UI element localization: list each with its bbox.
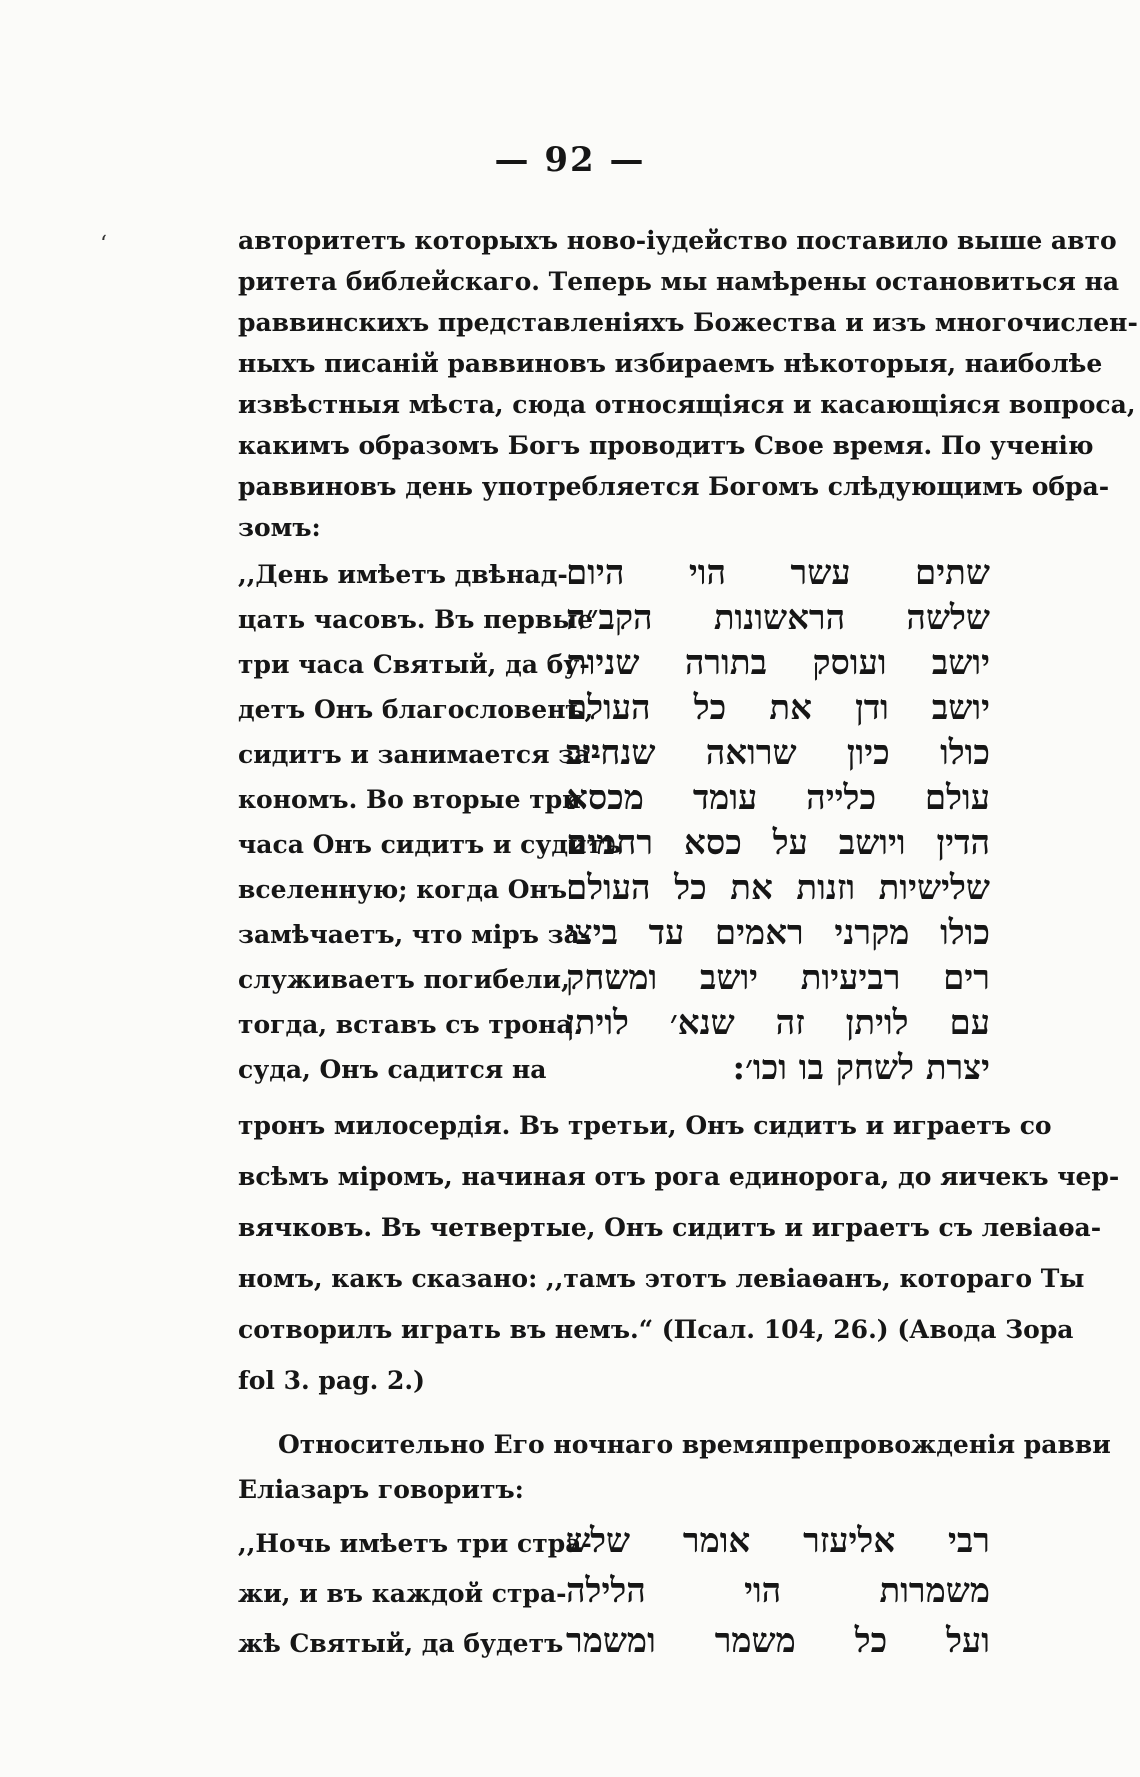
continuation-line: вячковъ. Въ четвертые, Онъ сидитъ и играетъ съ левіаѳа-: [238, 1213, 1102, 1242]
day-hebrew-line: שלשה הראשונות הקב״ה: [566, 598, 990, 638]
intro-line: извѣстныя мѣста, сюда относящіяся и касающіяся вопроса,: [238, 390, 1136, 419]
day-hebrew-line: כולו מקרני ראמים עד ביצי: [566, 913, 990, 953]
night-hebrew-line: רבי אליעזר אומר שלש: [566, 1521, 990, 1561]
page-number: — 92 —: [494, 140, 646, 180]
day-russian-line: сидитъ и занимается за-: [238, 740, 601, 769]
night-hebrew-line: משמרות הוי הלילה: [566, 1571, 990, 1611]
day-hebrew-line: יצרת לשחק בו וכו׳:: [732, 1048, 990, 1088]
stray-mark: ‘: [100, 232, 107, 257]
day-russian-line: цать часовъ. Въ первые: [238, 605, 594, 634]
day-russian-line: замѣчаетъ, что міръ за-: [238, 920, 591, 949]
day-hebrew-line: הדין ויושב על כסא רחמים: [566, 823, 990, 863]
intro-line: ритета библейскаго. Теперь мы намѣрены остановиться на: [238, 267, 1120, 296]
day-hebrew-line: שתים עשר הוי היום: [566, 553, 990, 593]
intro-line: ныхъ писаній раввиновъ избираемъ нѣкоторыя, наиболѣе: [238, 349, 1103, 378]
day-russian-line: суда, Онъ садится на: [238, 1055, 547, 1084]
day-russian-line: вселенную; когда Онъ: [238, 875, 568, 904]
day-hebrew-line: יושב ודן את כל העולם: [566, 688, 990, 728]
night-hebrew-line: ועל כל משמר ומשמר: [566, 1621, 990, 1661]
intro-line: раввинскихъ представленіяхъ Божества и изъ многочислен-: [238, 308, 1138, 337]
day-russian-line: служиваетъ погибели,: [238, 965, 570, 994]
day-hebrew-line: עולם כלייה עומד מכסא: [566, 778, 990, 818]
intro-line: авторитетъ которыхъ ново-іудейство поставило выше авто: [238, 226, 1117, 255]
intro-line: какимъ образомъ Богъ проводитъ Свое время. По ученію: [238, 431, 1094, 460]
day-russian-line: тогда, вставъ съ трона: [238, 1010, 573, 1039]
continuation-line: сотворилъ играть въ немъ.“ (Псал. 104, 26.) (Авода Зора: [238, 1315, 1074, 1344]
night-intro-line: Еліазаръ говоритъ:: [238, 1475, 524, 1504]
continuation-line: fol 3. pag. 2.): [238, 1366, 425, 1395]
night-intro-line: Относительно Его ночнаго времяпрепровожденія равви: [278, 1430, 1111, 1459]
day-russian-line: ,,День имѣетъ двѣнад-: [238, 560, 568, 589]
day-russian-line: часа Онъ сидитъ и судитъ: [238, 830, 622, 859]
day-hebrew-line: כולו כיון שרואה שנחייב: [566, 733, 990, 773]
day-hebrew-line: יושב ועוסק בתורה שניות: [566, 643, 990, 683]
night-russian-line: жѣ Святый, да будетъ: [238, 1629, 564, 1658]
day-hebrew-line: רים רביעיות יושב ומשחק: [566, 958, 990, 998]
intro-line: раввиновъ день употребляется Богомъ слѣдующимъ обра-: [238, 472, 1110, 501]
intro-line: зомъ:: [238, 513, 321, 542]
day-russian-line: кономъ. Во вторые три: [238, 785, 581, 814]
day-russian-line: детъ Онъ благословенъ,: [238, 695, 594, 724]
night-russian-line: ,,Ночь имѣетъ три стра-: [238, 1529, 592, 1558]
night-russian-line: жи, и въ каждой стра-: [238, 1579, 567, 1608]
continuation-line: номъ, какъ сказано: ,,тамъ этотъ левіаѳанъ, котораго Ты: [238, 1264, 1085, 1293]
day-russian-line: три часа Святый, да бу-: [238, 650, 590, 679]
day-hebrew-line: עם לויתן זה שנא׳ לויתן: [566, 1003, 990, 1043]
continuation-line: всѣмъ міромъ, начиная отъ рога единорога, до яичекъ чер-: [238, 1162, 1120, 1191]
continuation-line: тронъ милосердія. Въ третьи, Онъ сидитъ и играетъ со: [238, 1111, 1052, 1140]
day-hebrew-line: שלישיות וזנות את כל העולם: [566, 868, 990, 908]
